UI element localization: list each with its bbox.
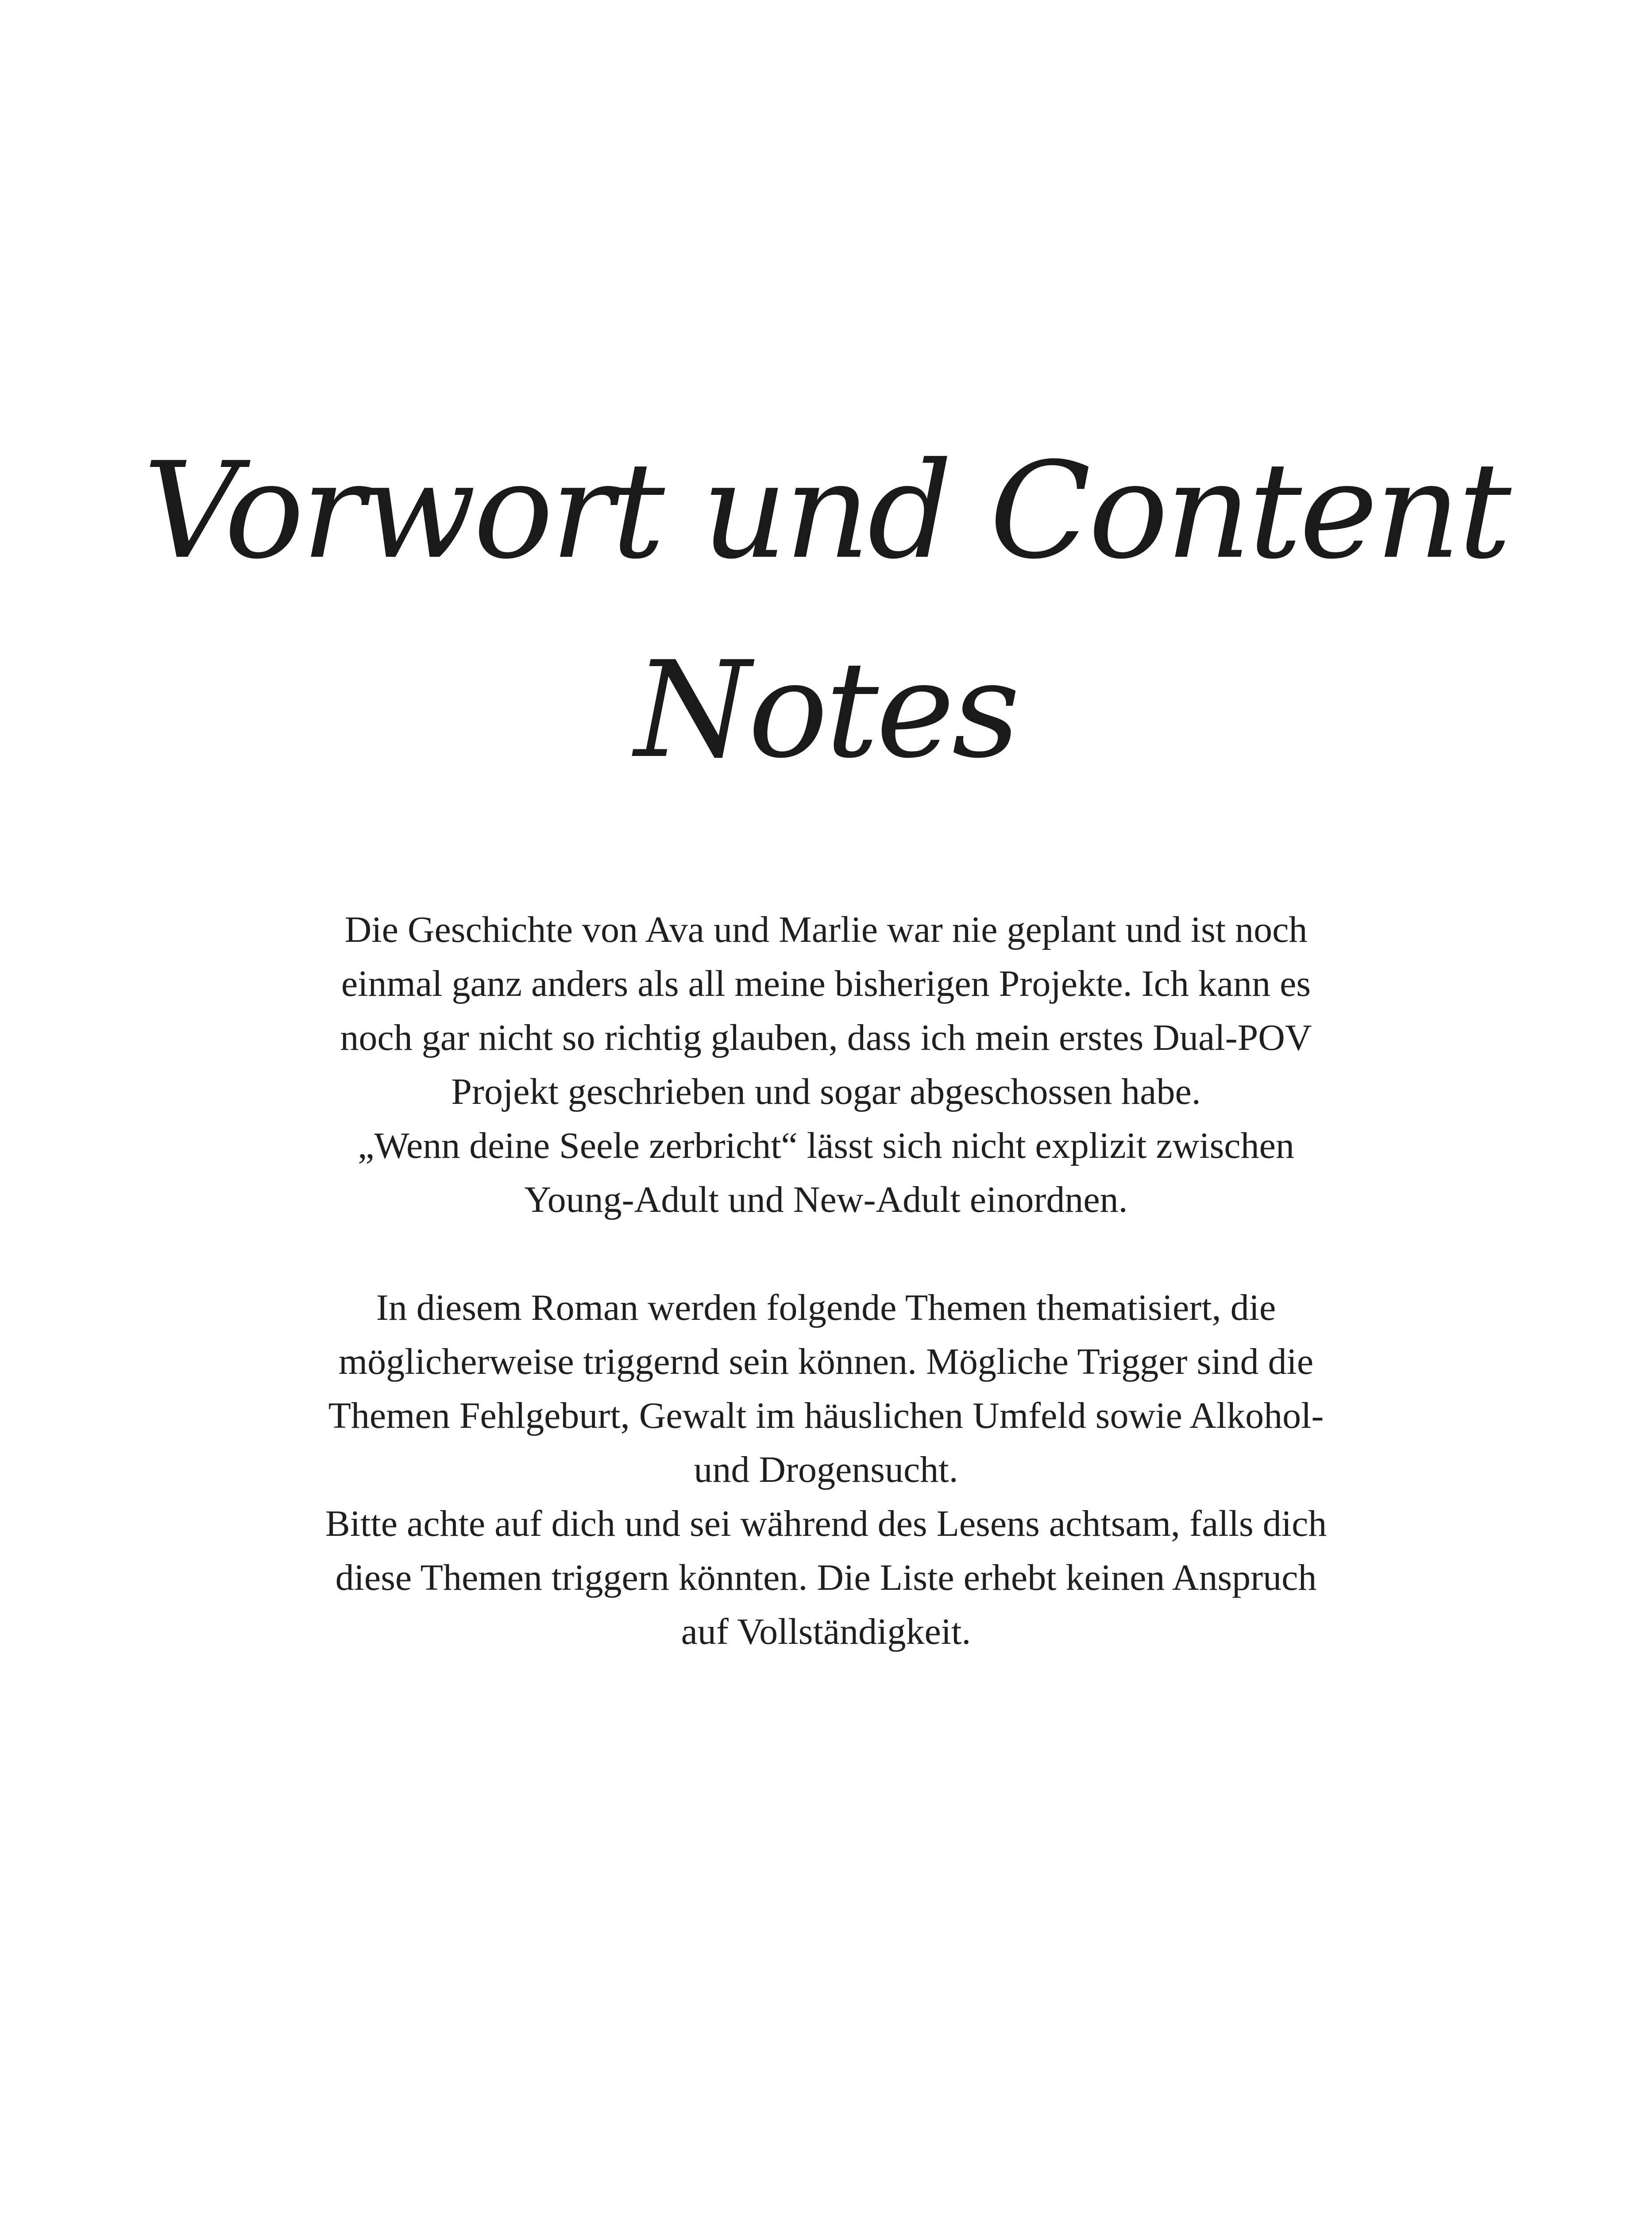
title-line-1: Vorwort und Content: [143, 434, 1509, 588]
text-line: noch gar nicht so richtig glauben, dass ich mein erstes Dual-POV: [340, 1017, 1312, 1058]
text-line: Die Geschichte von Ava und Marlie war nie geplant und ist noch: [344, 909, 1308, 950]
text-line: In diesem Roman werden folgende Themen thematisiert, die: [376, 1287, 1276, 1328]
paragraph-intro: [248, 903, 1404, 1227]
text-line: diese Themen triggern könnten. Die Liste erhebt keinen Anspruch: [335, 1557, 1317, 1598]
text-line: Bitte achte auf dich und sei während des Lesens achtsam, falls dich: [325, 1503, 1327, 1544]
text-line: einmal ganz anders als all meine bisherigen Projekte. Ich kann es: [341, 963, 1311, 1004]
text-line: „Wenn deine Seele zerbricht“ lässt sich nicht explizit zwischen: [358, 1125, 1294, 1166]
text-line: auf Vollständigkeit.: [681, 1611, 971, 1652]
text-line: Young-Adult und New-Adult einordnen.: [524, 1179, 1128, 1220]
paragraph-content-notes: [248, 1281, 1404, 1659]
page-title: [0, 412, 1652, 810]
text-line: und Drogensucht.: [694, 1449, 958, 1490]
body-text: [248, 903, 1404, 1659]
text-line: möglicherweise triggernd sein können. Mögliche Trigger sind die: [338, 1341, 1314, 1382]
title-line-2: Notes: [634, 633, 1018, 787]
text-line: Projekt geschrieben und sogar abgeschossen habe.: [451, 1071, 1201, 1112]
text-line: Themen Fehlgeburt, Gewalt im häuslichen Umfeld sowie Alkohol-: [328, 1395, 1324, 1436]
